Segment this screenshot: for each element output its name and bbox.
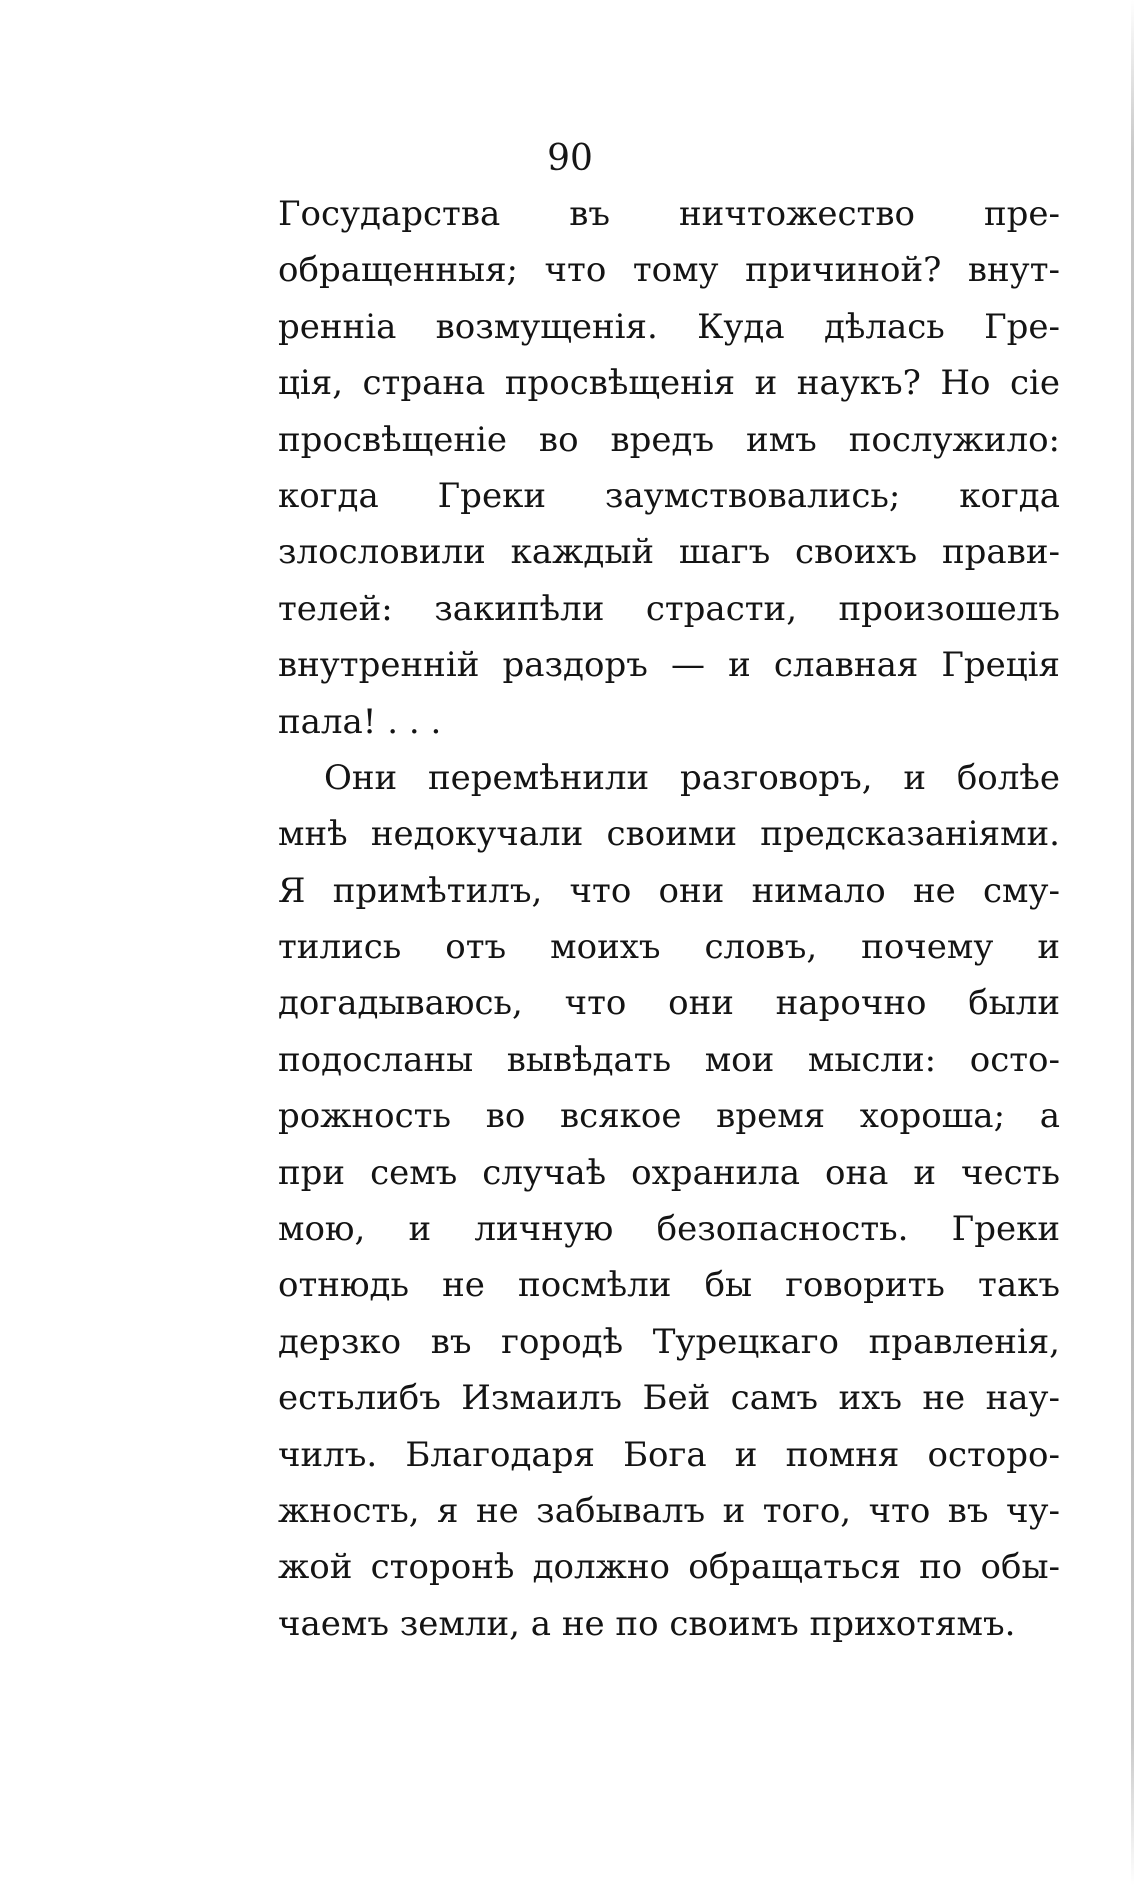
text-line: жность, я не забывалъ и того, что въ чу- xyxy=(278,1490,1060,1531)
text-line: жой сторонѣ должно обращаться по обы- xyxy=(278,1547,1060,1588)
text-line: просвѣщеніе во вредъ имъ послужило: xyxy=(278,419,1060,460)
body-text xyxy=(278,186,1060,1652)
text-line: внутренній раздоръ — и славная Греція xyxy=(278,645,1060,686)
text-line: злословили каждый шагъ своихъ прави- xyxy=(278,532,1060,573)
page-edge-shadow xyxy=(1131,0,1134,1886)
text-line: Они перемѣнили разговоръ, и болѣе xyxy=(324,757,1060,798)
text-line: чаемъ земли, а не по своимъ прихотямъ. xyxy=(278,1603,1016,1644)
text-line: тились отъ моихъ словъ, почему и xyxy=(278,927,1060,968)
text-line: подосланы вывѣдать мои мысли: осто- xyxy=(278,1039,1060,1080)
text-line: мою, и личную безопасность. Греки xyxy=(278,1209,1060,1250)
text-line: чилъ. Благодаря Бога и помня осторо- xyxy=(278,1434,1060,1475)
text-line: мнѣ недокучали своими предсказаніями. xyxy=(278,814,1060,855)
text-line: телей: закипѣли страсти, произошелъ xyxy=(278,588,1060,629)
text-line: Я примѣтилъ, что они нимало не сму- xyxy=(278,870,1060,911)
text-line: Государства въ ничтожество пре- xyxy=(278,194,1060,234)
text-line: пала! . . . xyxy=(278,701,442,742)
page-number: 90 xyxy=(547,138,593,179)
text-line: отнюдь не посмѣли бы говорить такъ xyxy=(278,1265,1060,1306)
text-line: при семъ случаѣ охранила она и честь xyxy=(278,1152,1060,1193)
text-line: ція, страна просвѣщенія и наукъ? Но сіе xyxy=(278,363,1060,404)
text-line: естьлибъ Измаилъ Бей самъ ихъ не нау- xyxy=(278,1378,1060,1419)
text-line: догадываюсь, что они нарочно были xyxy=(278,983,1060,1024)
paragraph-1 xyxy=(278,186,1060,750)
text-line: рожность во всякое время хороша; а xyxy=(278,1096,1060,1137)
text-line: ренніа возмущенія. Куда дѣлась Гре- xyxy=(278,306,1060,347)
text-line: когда Греки заумствовались; когда xyxy=(278,475,1060,516)
paragraph-2 xyxy=(278,750,1060,1652)
text-line: дерзко въ городѣ Турецкаго правленія, xyxy=(278,1321,1060,1362)
text-line: обращенныя; что тому причиной? внут- xyxy=(278,250,1060,291)
